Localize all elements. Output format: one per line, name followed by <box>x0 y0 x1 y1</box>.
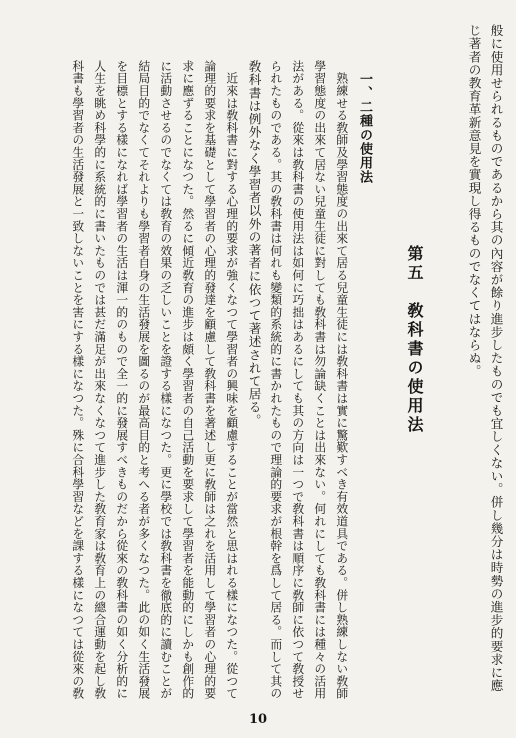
text-column-8: 敎科書は例外なく學習者以外の著者に依つて著述されて居る。 <box>246 60 262 427</box>
text-column-2: じ著者の教育革新意見を實現し得るものでなくてはならぬ。 <box>466 24 482 378</box>
text-column-5: 學習態度の出來て居ない兒童生徒に對しても敎科書は勿論缺くことは出來ない。何れにしても敎科書には種々の活用 <box>312 60 327 700</box>
page-number: 10 <box>248 712 268 727</box>
text-column-9: 近來は敎科書に對する心理的要求が強くなつて學習者の興味を顧慮することが當然と思はれる樣になつた。從つて <box>224 60 239 700</box>
text-column-6: 法がある。從來は敎科書の使用法は如何に巧拙はあるにしても其の方向は一つで敎科書は順序に敎師に依つて敎授せ <box>290 60 305 700</box>
section-heading: 第五 敎科書の使用法 <box>405 245 424 435</box>
text-column-10: 論理的要求を基礎として學習者の心理的發達を顧慮して敎科書を著述し更に敎師は之れを活用して學習者の心理的要 <box>202 60 217 700</box>
text-column-7: られたものである。其の敎科書は何れも變類的系統的に書かれたもので理論的要求が根幹を爲して居る。而して其の <box>268 60 283 700</box>
text-column-11: 求に應ずることになつた。然るに傾近敎育の進步は頗く學習者の自己活動を要求して學習者を能動的にしかも創作的 <box>180 60 195 700</box>
text-column-16: 科書も學習者の生活發展と一致しないことを害にする樣になつた。殊に合科學習などを課する樣になつては從來の敎 <box>70 60 85 700</box>
text-column-1: 般に使用せられるものであるから其の內容が餘り進步したものでも宜しくない。併し幾分は時勢の進步的要求に應 <box>488 24 504 693</box>
text-column-15: 人生を眺め科學的に系統的に書いたものでは甚だ滿足が出來なくなつて進步した敎育家は敎育上の總合運動を起し敎 <box>92 60 107 700</box>
text-column-13: 結局目的でなくてそれよりも學習者自身の生活發展を圖るのが最高目的と考へる者が多くなつた。此の如く生活發展 <box>136 60 151 700</box>
text-column-12: に活動させるのでなくては敎育の效果の乏しいことを證する樣になつた。更に學校では敎科書を徹底的に讀むことが <box>158 60 173 700</box>
text-column-4: 熟練せる敎師及學習態度の出來て居る兒童生徒には敎科書は實に驚歎すべき有效道具である。併し熟練しない敎師 <box>334 60 349 700</box>
subsection-heading: 一、二種の使用法 <box>357 72 372 184</box>
text-column-14: を目標とする樣になれば學習者の生活は渾一的のもので全一的に發展すべきものだから從來の敎科書の如く分析的に <box>114 60 129 700</box>
